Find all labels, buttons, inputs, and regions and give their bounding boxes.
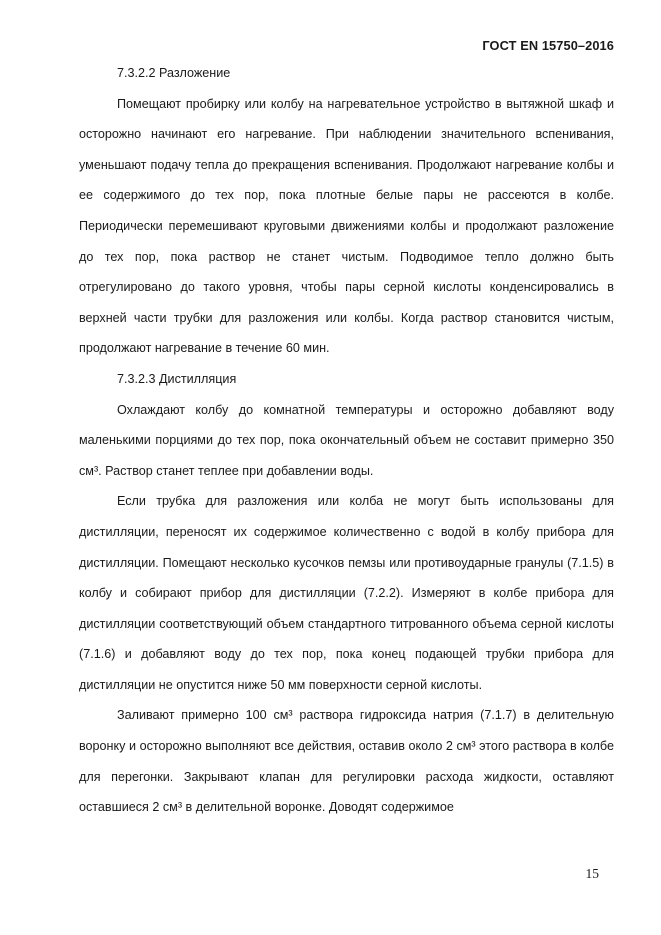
- paragraph-decomposition: Помещают пробирку или колбу на нагревательное устройство в вытяжной шкаф и осторожно начинают его нагревание. При наблюдении значительного вспенивания, уменьшают подачу тепла до прекращения вспенивания. Продолжают нагревание колбы и ее содержимого до тех пор, пока плотные белые пары не рассеются в колбе. Периодически перемешивают круговыми движениями колбы и продолжают разложение до тех пор, пока раствор не станет чистым. Подводимое тепло должно быть отрегулировано до такого уровня, чтобы пары серной кислоты конденсировались в верхней части трубки для разложения или колбы. Когда раствор становится чистым, продолжают нагревание в течение 60 мин.: [79, 96, 614, 356]
- paragraph-cooling: Охлаждают колбу до комнатной температуры и осторожно добавляют воду маленькими порциями до тех пор, пока окончательный объем не составит примерно 350 см³. Раствор станет теплее при добавлении воды.: [79, 402, 614, 478]
- paragraph-sodium-hydroxide: Заливают примерно 100 см³ раствора гидроксида натрия (7.1.7) в делительную воронку и осторожно выполняют все действия, оставив около 2 см³ этого раствора в колбе для перегонки. Закрывают клапан для регулировки расхода жидкости, оставляют оставшиеся 2 см³ в делительной воронке. Доводят содержимое: [79, 708, 614, 815]
- paragraph-transfer-to-still: Если трубка для разложения или колба не могут быть использованы для дистилляции, переносят их содержимое количественно с водой в колбу прибора для дистилляции. Помещают несколько кусочков пемзы или противоударные гранулы (7.1.5) в колбу и собирают прибор для дистилляции (7.2.2). Измеряют в колбе прибора для дистилляции соответствующий объем стандартного титрованного объема серной кислоты (7.1.6) и добавляют воду до тех пор, пока конец подающей трубки прибора для дистилляции не опустится ниже 50 мм поверхности серной кислоты.: [79, 494, 614, 692]
- body-text: [79, 58, 614, 823]
- page-number: 15: [585, 866, 599, 881]
- document-code-header: ГОСТ EN 15750–2016: [482, 38, 614, 53]
- section-heading-decomposition: 7.3.2.2 Разложение: [117, 66, 231, 80]
- section-heading-distillation: 7.3.2.3 Дистилляция: [117, 371, 237, 386]
